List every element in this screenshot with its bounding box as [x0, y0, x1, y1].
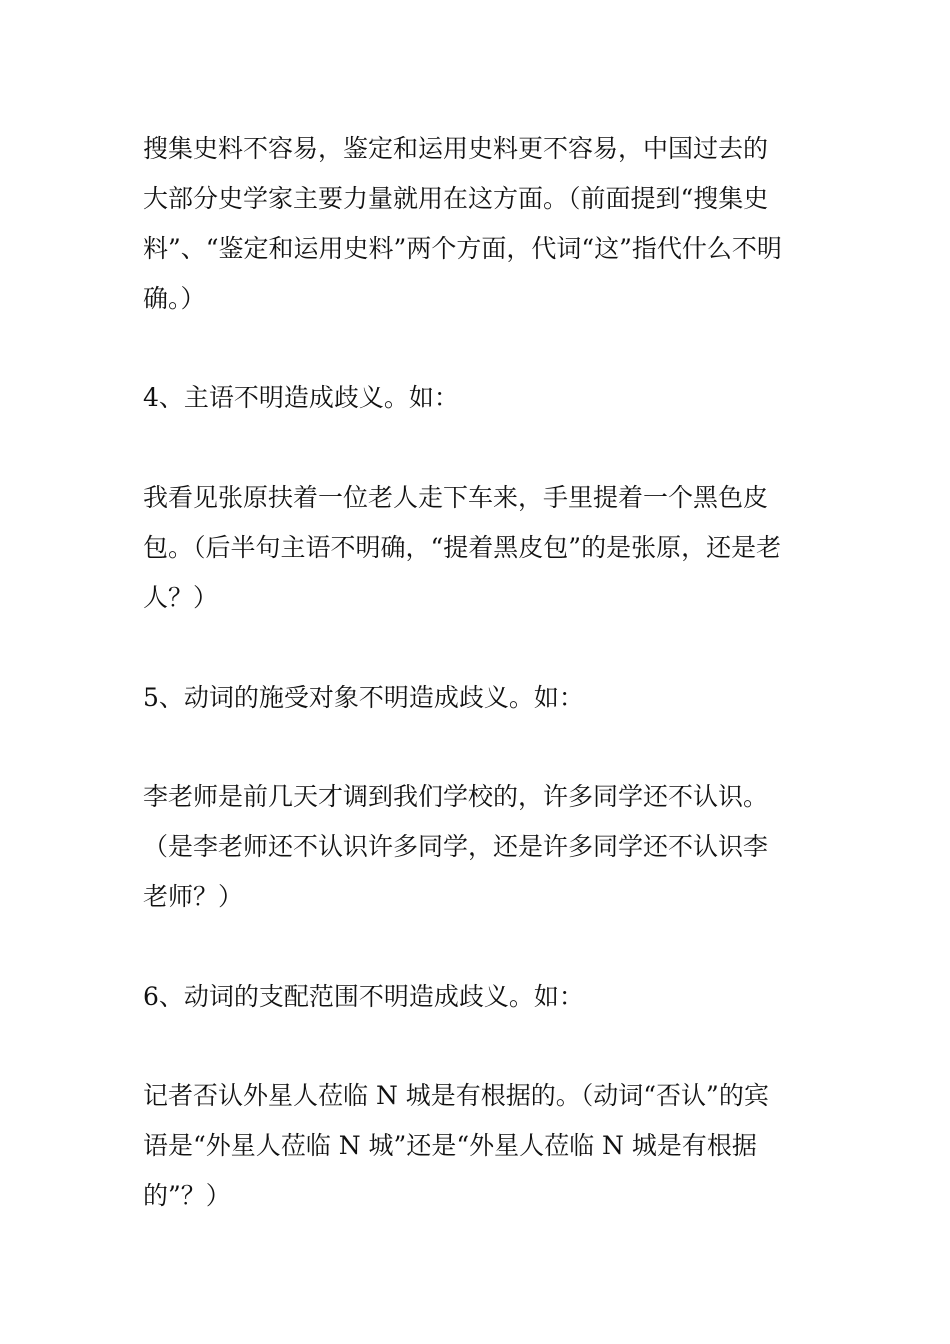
text-line: 老师？）	[143, 882, 244, 911]
text-line: 语是“外星人莅临 N 城”还是“外星人莅临 N 城是有根据	[143, 1131, 757, 1160]
section-heading-4	[143, 373, 813, 423]
text-line: 李老师是前几天才调到我们学校的，许多同学还不认识。	[143, 782, 769, 811]
text-line: 料”、“鉴定和运用史料”两个方面，代词“这”指代什么不明	[143, 234, 782, 263]
text-line: 搜集史料不容易，鉴定和运用史料更不容易，中国过去的	[143, 134, 769, 163]
text-line: 确。）	[143, 284, 206, 313]
heading-text: 6、动词的支配范围不明造成歧义。如：	[143, 982, 584, 1011]
text-line: 的”？）	[143, 1181, 231, 1210]
text-line: 大部分史学家主要力量就用在这方面。（前面提到“搜集史	[143, 184, 769, 213]
heading-text: 4、主语不明造成歧义。如：	[143, 383, 459, 412]
text-line: 人？）	[143, 583, 219, 612]
text-line: 包。（后半句主语不明确，“提着黑皮包”的是张原，还是老	[143, 533, 782, 562]
text-line: 我看见张原扶着一位老人走下车来，手里提着一个黑色皮	[143, 483, 769, 512]
example-paragraph	[143, 124, 813, 324]
section-heading-5	[143, 673, 813, 723]
heading-text: 5、动词的施受对象不明造成歧义。如：	[143, 683, 584, 712]
example-paragraph	[143, 473, 813, 623]
text-line: 记者否认外星人莅临 N 城是有根据的。（动词“否认”的宾	[143, 1081, 769, 1110]
section-heading-6	[143, 972, 813, 1022]
example-paragraph	[143, 772, 813, 922]
text-line: （是李老师还不认识许多同学，还是许多同学还不认识李	[143, 832, 769, 861]
example-paragraph	[143, 1071, 813, 1221]
